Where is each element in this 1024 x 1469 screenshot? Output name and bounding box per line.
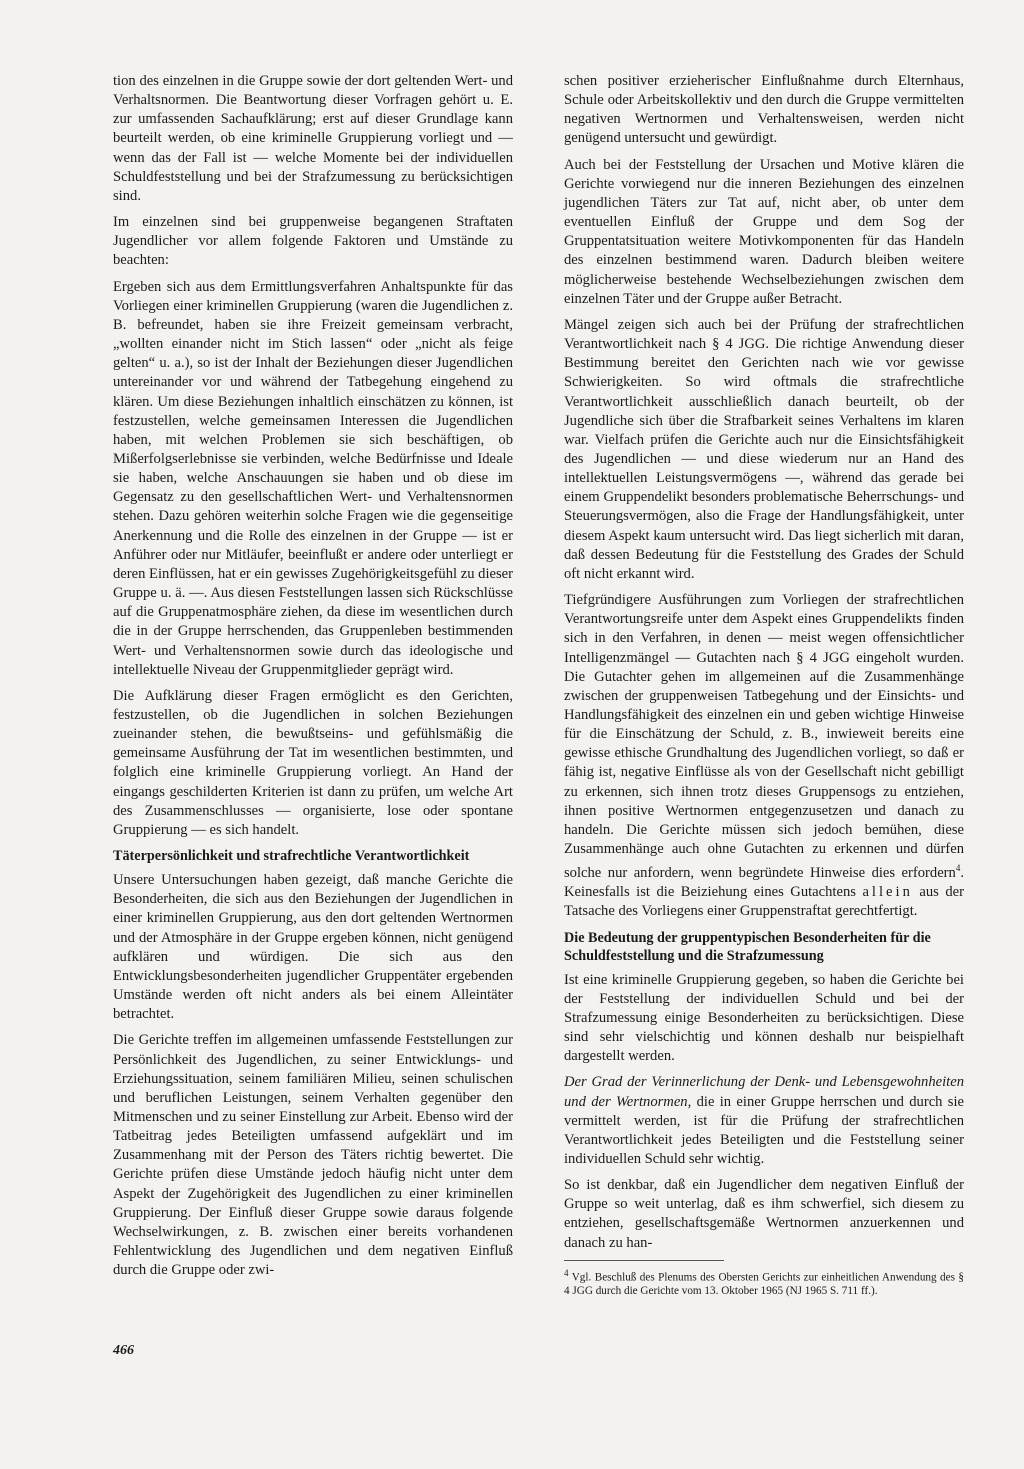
paragraph: schen positiver erzieherischer Einflußnahme durch Elternhaus, Schule oder Arbeitskollektiv und den durch die Gruppe vermittelten negativen Wertnormen und Verhaltensweisen, werden nicht genügend untersucht und gewürdigt. [564,73,964,147]
paragraph: So ist denkbar, daß ein Jugendlicher dem negativen Einfluß der Gruppe so weit unterlag, daß es ihm schwerfiel, sich diesem zu entziehen, gesellschaftsgemäße Wertnormen anzuerkennen und danach zu han- [564,1177,964,1251]
footnote-number: 4 [564,1267,569,1278]
paragraph: Die Gerichte treffen im allgemeinen umfassende Feststellungen zur Persönlichkeit des Jugendlichen, zu seiner Entwicklungs- und Erziehungssituation, seinem familiären Milieu, seinen schulischen und beruflichen Leistungen, seinem Verhalten gegenüber den Mitmenschen und zu seiner Einstellung zur Arbeit. Ebenso wird der Tatbeitrag jedes Beteiligten umfassend aufgeklärt und im Zusammenhang mit der Person des Täters richtig bewertet. Die Gerichte prüfen diese Umstände jedoch häufig nicht unter dem Aspekt der Zugehörigkeit des Jugendlichen zu einer kriminellen Gruppierung. Der Einfluß dieser Gruppe sowie daraus folgende Wechselwirkungen, z. B. zwischen einer bereits vorhandenen Fehlentwicklung des Jugendlichen und dem negativen Einfluß durch die Gruppe oder zwi- [113,1032,513,1279]
page-number: 466 [113,1343,134,1358]
text-run: . Keinesfalls ist die Beiziehung eines Gutachtens [564,865,964,901]
section-heading: Täterpersönlichkeit und strafrechtliche Verantwortlichkeit [113,848,470,865]
text-run: Tiefgründigere Ausführungen zum Vorliegen der strafrechtlichen Verantwortungsreife unter dem Aspekt eines Gruppendelikts finden sich in den Verfahren, in denen — meist wegen offensichtlicher Intelligenzmängel — Gutachten nach § 4 JGG eingeholt wurden. Die Gutachter gehen im allgemeinen auf die Zusammenhänge zwischen der gruppenweisen Tatbegehung und der Einsichts- und Handlungsfähigkeit des einzelnen ein und geben wichtige Hinweise für die Einschätzung der Schuld, z. B., inwieweit bereits eine gewisse ethische Grundhaltung des Jugendlichen vorliegt, so daß er fähig ist, negative Einflüsse als von der Gesellschaft nicht gebilligt zu erkennen, sich ihnen trotz dieses Gruppensogs zu entziehen, ihnen positive Wertnormen entgegenzusetzen und danach zu handeln. Die Gerichte müssen sich jedoch bemühen, diese Zusammenhänge auch ohne Gutachten zu erkennen und dürfen solche nur anfordern, wenn begründete Hinweise dies erfordern [564,592,964,882]
footnote [564,1260,964,1299]
spaced-emphasis: allein [862,884,913,901]
right-column [564,72,964,1299]
text-run: die in einer Gruppe herrschen und durch sie vermittelt werden, ist für die Prüfung der strafrechtlichen Verantwortlichkeit jedes Beteiligten und die Feststellung seiner individuellen Schuld sehr wichtig. [564,1093,965,1167]
paragraph: Im einzelnen sind bei gruppenweise begangenen Straftaten Jugendlicher vor allem folgende Faktoren und Umstände zu beachten: [113,214,513,269]
paragraph: Unsere Untersuchungen haben gezeigt, daß manche Gerichte die Besonderheiten, die sich aus den Beziehungen der Jugendlichen in einer kriminellen Gruppierung, aus den dort geltenden Wertnormen und der Atmosphäre in der Gruppe ergeben können, nicht genügend aufklären und würdigen. Die sich aus den Entwicklungsbesonderheiten jugendlicher Gruppentäter ergebenden Umstände werden oft nicht anders als bei einem Alleintäter betrachtet. [113,872,513,1023]
paragraph [564,1073,964,1169]
left-column [113,72,513,1287]
paragraph: Ergeben sich aus dem Ermittlungsverfahren Anhaltspunkte für das Vorliegen einer kriminellen Gruppierung (waren die Jugendlichen z. B. befreundet, haben sie ihre Freizeit gemeinsam verbracht, „wollten einander nicht im Stich lassen“ oder „nicht als feige gelten“ u. a.), so ist der Inhalt der Beziehungen dieser Jugendlichen untereinander vor und während der Tatbegehung eingehend zu klären. Um diese Beziehungen inhaltlich einschätzen zu können, ist festzustellen, welche gemeinsamen Interessen die Jugendlichen haben, mit welchen Problemen sie sich beschäftigen, ob Mißerfolgserlebnisse sie verbinden, welche Bedürfnisse und Ideale sie haben, welche Anschauungen sie haben und ob diese im Gegensatz zu den gesellschaftlichen Wert- und Verhaltensnormen stehen. Dazu gehören weiterhin solche Fragen wie die gegenseitige Anerkennung und die Rolle des einzelnen in der Gruppe — ist er Anführer oder nur Mitläufer, beeinflußt er andere oder unterliegt er deren Einflüssen, hat er ein gewisses Zugehörigkeitsgefühl zu dieser Gruppe u. ä. —. Aus diesen Feststellungen lassen sich Rückschlüsse auf die Gruppenatmosphäre ziehen, da diese im wesentlichen durch die in der Gruppe herrschenden, das Gruppenleben bestimmenden Wert- und Verhaltensnormen sowie durch das ideologische und intellektuelle Niveau der Gruppenmitglieder geprägt wird. [113,278,513,678]
paragraph: Ist eine kriminelle Gruppierung gegeben, so haben die Gerichte bei der Feststellung der individuellen Schuld und bei der Strafzumessung einige Besonderheiten zu berücksichtigen. Diese sind sehr vielschichtig und können deshalb nur beispielhaft dargestellt werden. [564,971,964,1065]
paragraph: Auch bei der Feststellung der Ursachen und Motive klären die Gerichte vorwiegend nur die inneren Beziehungen des einzelnen jugendlichen Täters zur Tat auf, nicht aber, ob unter dem eventuellen Einfluß der Gruppe und dem Sog der Gruppentatsituation weitere Motivkomponenten für das Handeln des einzelnen bestimmend waren. Dadurch bleiben weitere möglicherweise bestehende Wechselbeziehungen zwischen dem einzelnen Täter und der Gruppe außer Betracht. [564,156,964,307]
footnote-body: Vgl. Beschluß des Plenums des Obersten Gerichts zur einheitlichen Anwendung des § 4 JGG durch die Gerichte vom 13. Oktober 1965 (NJ 1965 S. 711 ff.). [564,1271,964,1297]
footnote-text [564,1267,964,1299]
paragraph: tion des einzelnen in die Gruppe sowie der dort geltenden Wert- und Verhaltsnormen. Die Beantwortung dieser Vorfragen gehört u. E. zur umfassenden Sachaufklärung; erst auf dieser Grundlage kann beurteilt werden, ob eine kriminelle Gruppierung vorliegt und — wenn das der Fall ist — welche Momente bei der individuellen Schuldfeststellung und bei der Strafzumessung zu berücksichtigen sind. [113,73,513,204]
italic-emphasis: Der Grad der Verinnerlichung der Denk- und Lebensgewohnheiten und der Wertnormen, [564,1074,964,1110]
paragraph [564,591,964,922]
section-heading: Die Bedeutung der gruppentypischen Besonderheiten für die Schuldfeststellung und die Strafzumessung [564,929,931,964]
footnote-ref: 4 [955,863,961,874]
paragraph: Mängel zeigen sich auch bei der Prüfung der strafrechtlichen Verantwortlichkeit nach § 4 JGG. Die richtige Anwendung dieser Bestimmung bereitet den Gerichten nach wie vor gewisse Schwierigkeiten. So wird oftmals die strafrechtliche Verantwortlichkeit ausschließlich danach beurteilt, ob der Jugendliche sich über die Strafbarkeit seines Verhaltens im klaren war. Vielfach prüfen die Gerichte auch nur die Einsichtsfähigkeit des Jugendlichen — und diese wiederum nur an Hand des intellektuellen Leistungsvermögens —, während das gerade bei einem Gruppendelikt besonders problematische Beherrschungs- und Steuerungsvermögen, also die Frage der Handlungsfähigkeit, unter diesem Aspekt kaum untersucht wird. Das liegt sicherlich mit daran, daß dessen Bedeutung für die Feststellung des Grades der Schuld oft nicht erkannt wird. [564,316,964,582]
text-run: aus der Tatsache des Vorliegens einer Gruppenstraftat gerechtfertigt. [564,884,964,920]
paragraph: Die Aufklärung dieser Fragen ermöglicht es den Gerichten, festzustellen, ob die Jugendlichen in solchen Beziehungen zueinander stehen, die bewußtseins- und gefühlsmäßig die gemeinsame Ausführung der Tat im wesentlichen bestimmten, und folglich eine kriminelle Gruppierung vorliegt. An Hand der eingangs geschilderten Kriterien ist dann zu prüfen, um welche Art des Zusammenschlusses — organisierte, lose oder spontane Gruppierung — es sich handelt. [113,687,513,838]
